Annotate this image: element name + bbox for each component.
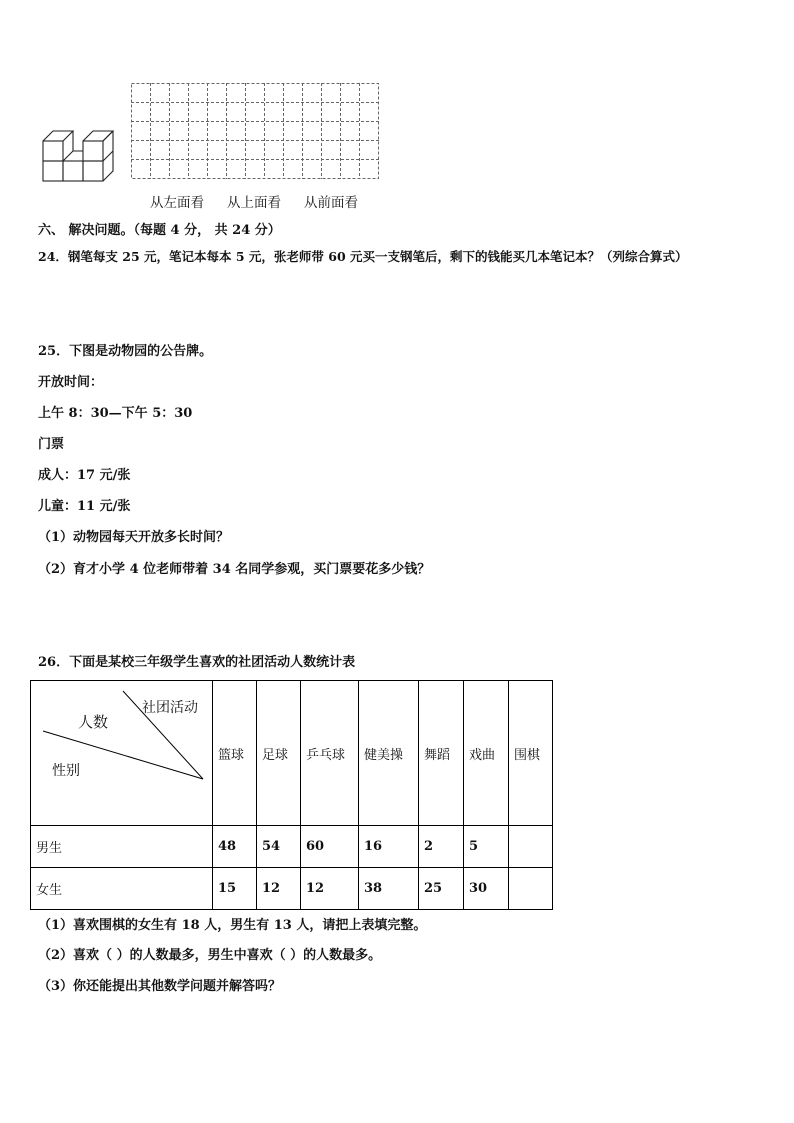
adult-ticket-price: 成人：17 元/张 [38,468,131,483]
question-25-part-2: （2）育才小学 4 位老师带着 34 名同学参观，买门票要花多少钱？ [38,562,431,577]
cube-stack-figure [40,128,116,184]
corner-label-activity: 社团活动 [142,700,198,716]
header-table-tennis: 乒乓球 [301,681,359,826]
view-label-front: 从前面看 [304,195,358,211]
child-ticket-price: 儿童：11 元/张 [38,499,131,514]
question-26-title: 26．下面是某校三年级学生喜欢的社团活动人数统计表 [38,655,356,670]
open-time-label: 开放时间： [38,375,104,390]
table-header-row [31,681,553,826]
table-row-girls [31,868,553,910]
cell-boys-table-tennis: 60 [301,826,359,868]
question-25-title: 25．下图是动物园的公告牌。 [38,344,213,359]
cell-boys-aerobics: 16 [359,826,419,868]
cell-boys-basketball: 48 [213,826,257,868]
cell-girls-dance: 25 [419,868,464,910]
question-26-part-2: （2）喜欢（ ）的人数最多，男生中喜欢（ ）的人数最多。 [38,948,382,963]
question-25-part-1: （1）动物园每天开放多长时间？ [38,530,230,545]
row-label-girls: 女生 [31,868,213,910]
ticket-label: 门票 [38,437,65,452]
club-activity-table [30,680,553,910]
header-aerobics: 健美操 [359,681,419,826]
cell-boys-go-blank[interactable] [509,826,553,868]
table-row-boys [31,826,553,868]
cell-girls-aerobics: 38 [359,868,419,910]
cell-boys-opera: 5 [464,826,509,868]
cell-girls-opera: 30 [464,868,509,910]
cell-boys-dance: 2 [419,826,464,868]
cell-girls-table-tennis: 12 [301,868,359,910]
header-basketball: 篮球 [213,681,257,826]
cell-girls-go-blank[interactable] [509,868,553,910]
cell-girls-basketball: 15 [213,868,257,910]
header-opera: 戏曲 [464,681,509,826]
row-label-boys: 男生 [31,826,213,868]
header-dance: 舞蹈 [419,681,464,826]
cell-boys-football: 54 [257,826,301,868]
header-football: 足球 [257,681,301,826]
cell-girls-football: 12 [257,868,301,910]
header-go: 围棋 [509,681,553,826]
question-26-part-3: （3）你还能提出其他数学问题并解答吗？ [38,979,282,994]
corner-label-count: 人数 [78,713,109,731]
dashed-drawing-grid[interactable] [131,83,379,179]
section-title: 六、 解决问题。（每题 4 分， 共 24 分） [38,223,281,238]
view-label-top: 从上面看 [227,195,281,211]
corner-label-gender: 性别 [52,763,80,779]
question-24: 24．钢笔每支 25 元，笔记本每本 5 元，张老师带 60 元买一支钢笔后，剩下的钱能买几本笔记本？（列综合算式） [38,249,688,264]
view-label-left: 从左面看 [150,195,204,211]
diagonal-header-cell [31,681,213,826]
open-hours: 上午 8：30—下午 5：30 [38,406,193,421]
question-26-part-1: （1）喜欢围棋的女生有 18 人，男生有 13 人，请把上表填完整。 [38,918,427,933]
